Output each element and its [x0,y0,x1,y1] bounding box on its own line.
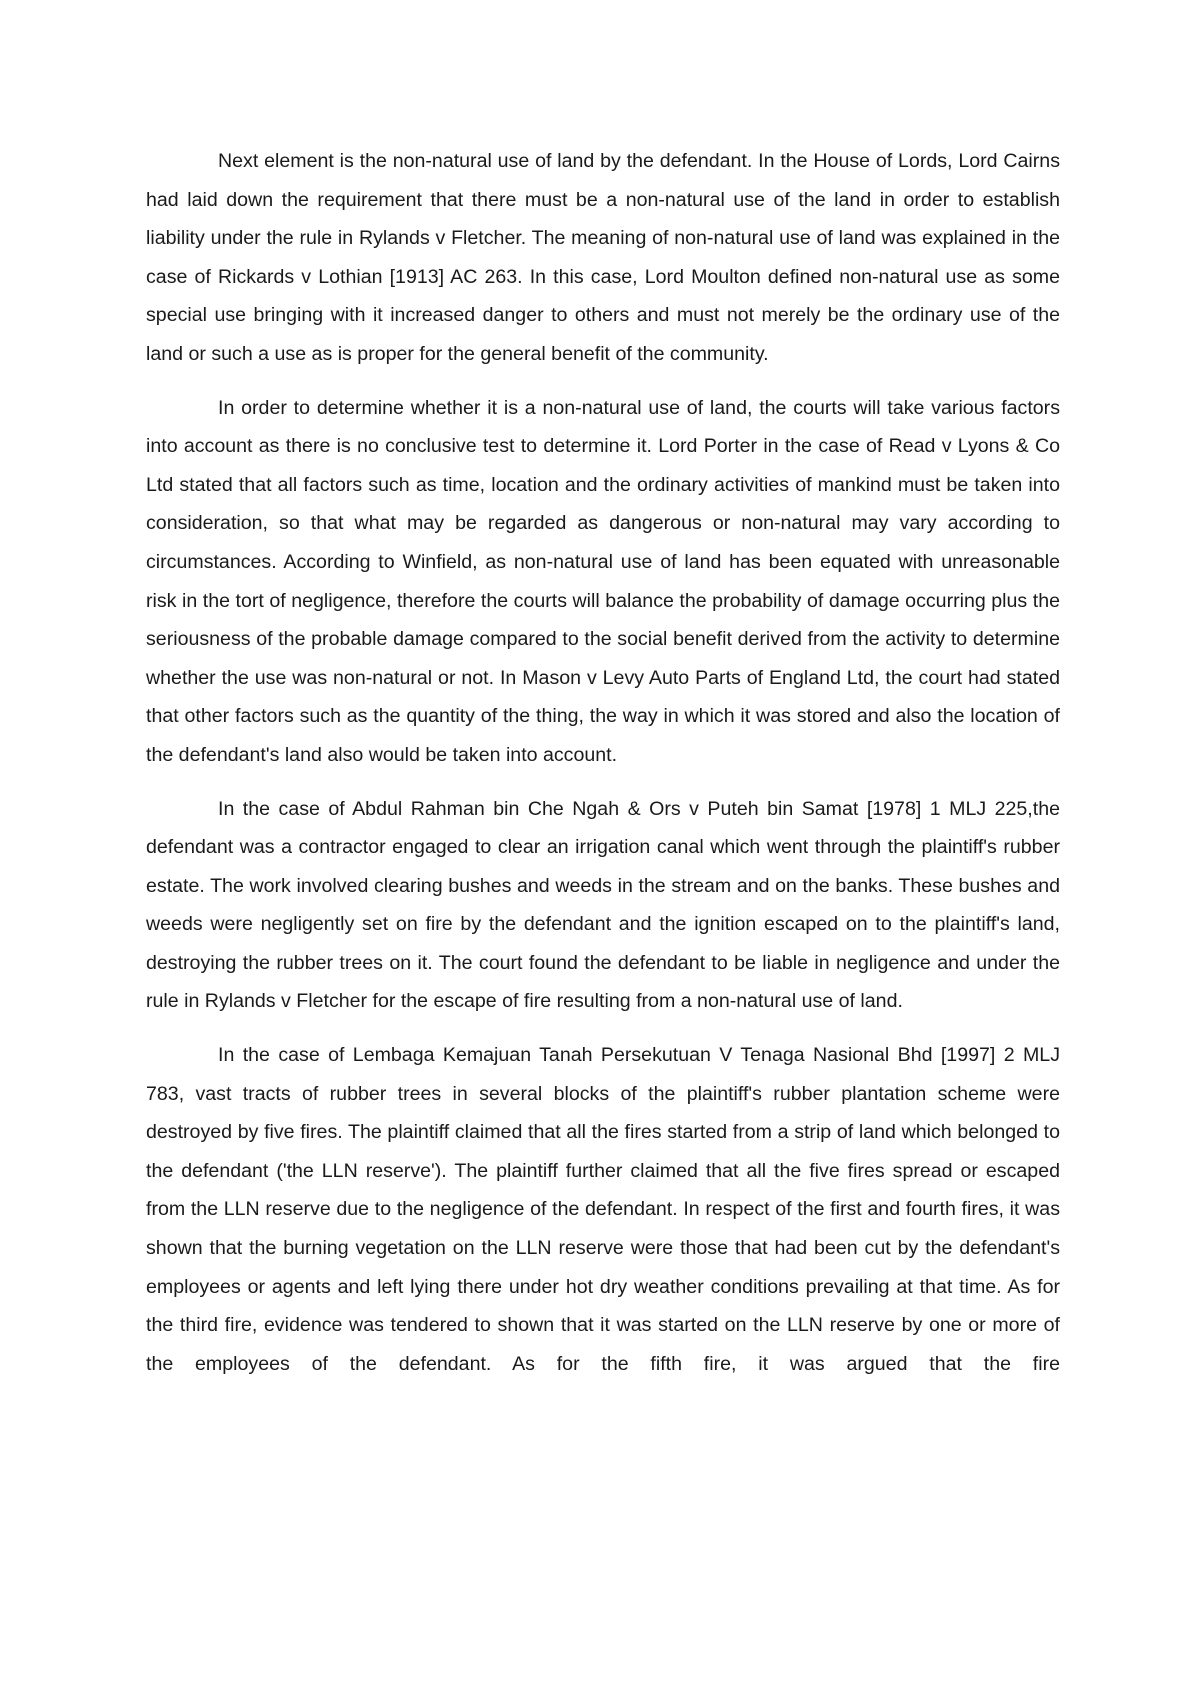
paragraph-determining-factors: In order to determine whether it is a non-natural use of land, the courts will take various factors into account as there is no conclusive test to determine it. Lord Porter in the case of Read v Lyons & Co Ltd stated that all factors such as time, location and the ordinary activities of mankind must be taken into consideration, so that what may be regarded as dangerous or non-natural may vary according to circumstances. According to Winfield, as non-natural use of land has been equated with unreasonable risk in the tort of negligence, therefore the courts will balance the probability of damage occurring plus the seriousness of the probable damage compared to the social benefit derived from the activity to determine whether the use was non-natural or not. In Mason v Levy Auto Parts of England Ltd, the court had stated that other factors such as the quantity of the thing, the way in which it was stored and also the location of the defendant's land also would be taken into account. [146,396,1060,766]
paragraph-abdul-rahman-case: In the case of Abdul Rahman bin Che Ngah & Ors v Puteh bin Samat [1978] 1 MLJ 225,the defendant was a contractor engaged to clear an irrigation canal which went through the plaintiff's rubber estate. The work involved clearing bushes and weeds in the stream and on the banks. These bushes and weeds were negligently set on fire by the defendant and the ignition escaped on to the plaintiff's land, destroying the rubber trees on it. The court found the defendant to be liable in negligence and under the rule in Rylands v Fletcher for the escape of fire resulting from a non-natural use of land. [146,797,1060,1013]
paragraph-non-natural-use: Next element is the non-natural use of land by the defendant. In the House of Lords, Lord Cairns had laid down the requirement that there must be a non-natural use of the land in order to establish liability under the rule in Rylands v Fletcher. The meaning of non-natural use of land was explained in the case of Rickards v Lothian [1913] AC 263. In this case, Lord Moulton defined non-natural use as some special use bringing with it increased danger to others and must not merely be the ordinary use of the land or such a use as is proper for the general benefit of the community. [146,150,1060,365]
document-body [146,142,1060,1398]
paragraph-lembaga-case: In the case of Lembaga Kemajuan Tanah Persekutuan V Tenaga Nasional Bhd [1997] 2 MLJ 783, vast tracts of rubber trees in several blocks of the plaintiff's rubber plantation scheme were destroyed by five fires. The plaintiff claimed that all the fires started from a strip of land which belonged to the defendant ('the LLN reserve'). The plaintiff further claimed that all the five fires spread or escaped from the LLN reserve due to the negligence of the defendant. In respect of the first and fourth fires, it was shown that the burning vegetation on the LLN reserve were those that had been cut by the defendant's employees or agents and left lying there under hot dry weather conditions prevailing at that time. As for the third fire, evidence was tendered to shown that it was started on the LLN reserve by one or more of the employees of the defendant. As for the fifth fire, it was argued that the fire [146,1044,1060,1375]
